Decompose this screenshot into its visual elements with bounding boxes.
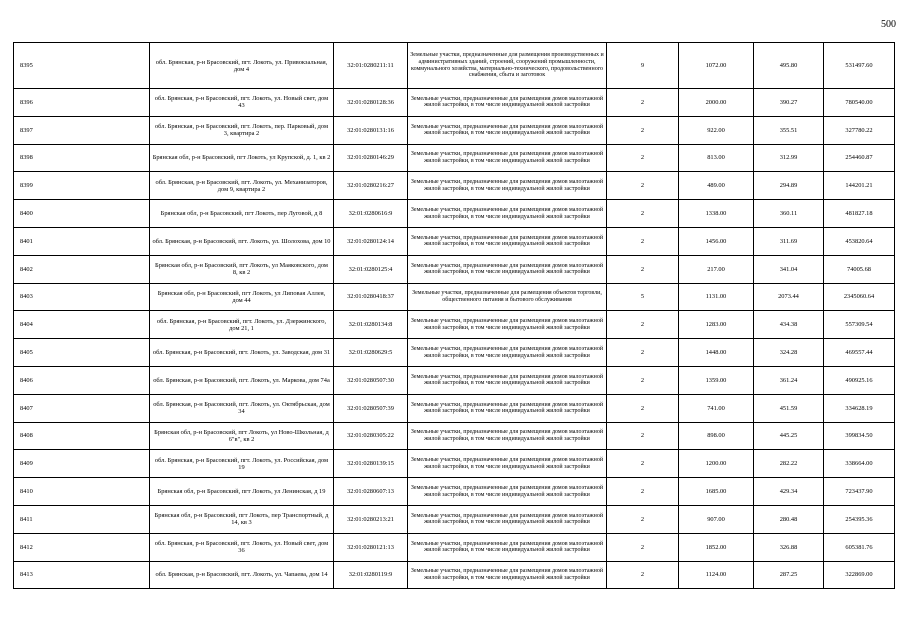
cadastral-value-cell: 399834.50 xyxy=(824,422,895,450)
area-cell: 1359.00 xyxy=(679,366,754,394)
land-use-cell: Земельные участки, предназначенные для размещения домов малоэтажной жилой застройки, в том числе индивидуальной жилой застройки xyxy=(408,422,607,450)
cadastral-number-cell: 32:01:0280121:13 xyxy=(334,533,408,561)
row-number-cell: 8397 xyxy=(14,116,150,144)
land-use-cell: Земельные участки, предназначенные для размещения домов малоэтажной жилой застройки, в том числе индивидуальной жилой застройки xyxy=(408,89,607,117)
cadastral-number-cell: 32:01:0280128:36 xyxy=(334,89,408,117)
cadastral-value-cell: 2345060.64 xyxy=(824,283,895,311)
land-use-cell: Земельные участки, предназначенные для размещения домов малоэтажной жилой застройки, в том числе индивидуальной жилой застройки xyxy=(408,200,607,228)
land-use-cell: Земельные участки, предназначенные для размещения домов малоэтажной жилой застройки, в том числе индивидуальной жилой застройки xyxy=(408,533,607,561)
address-cell: обл. Брянская, р-н Брасовский, пгт. Локоть, ул. Маркова, дом 74а xyxy=(150,366,334,394)
address-cell: Брянская обл, р-н Брасовский, пгт Локоть, ул Липовая Аллея, дом 44 xyxy=(150,283,334,311)
cadastral-value-table xyxy=(13,42,895,589)
address-cell: обл. Брянская, р-н Брасовский, пгт. Локоть, ул. Октябрьская, дом 34 xyxy=(150,394,334,422)
cadastral-number-cell: 32:01:0280418:37 xyxy=(334,283,408,311)
use-group-cell: 2 xyxy=(607,505,679,533)
row-number-cell: 8395 xyxy=(14,43,150,89)
cadastral-value-cell: 723437.90 xyxy=(824,478,895,506)
table-row xyxy=(14,172,895,200)
row-number-cell: 8406 xyxy=(14,366,150,394)
specific-value-cell: 495.80 xyxy=(754,43,824,89)
land-use-cell: Земельные участки, предназначенные для размещения домов малоэтажной жилой застройки, в том числе индивидуальной жилой застройки xyxy=(408,116,607,144)
area-cell: 741.00 xyxy=(679,394,754,422)
area-cell: 489.00 xyxy=(679,172,754,200)
land-use-cell: Земельные участки, предназначенные для размещения домов малоэтажной жилой застройки, в том числе индивидуальной жилой застройки xyxy=(408,394,607,422)
address-cell: обл. Брянская, р-н Брасовский, пгт. Локоть, ул. Новый свет, дом 43 xyxy=(150,89,334,117)
address-cell: обл. Брянская, р-н Брасовский, пгт. Локоть, пер. Парковый, дом 3, квартира 2 xyxy=(150,116,334,144)
address-cell: обл. Брянская, р-н Брасовский, пгт. Локоть, ул. Российская, дом 19 xyxy=(150,450,334,478)
address-cell: Брянская обл, р-н Брасовский, пгт Локоть, ул Ново-Школьная, д 6"в", кв 2 xyxy=(150,422,334,450)
area-cell: 1448.00 xyxy=(679,339,754,367)
address-cell: обл. Брянская, р-н Брасовский, пгт. Локоть, ул. Привокзальная, дом 4 xyxy=(150,43,334,89)
use-group-cell: 2 xyxy=(607,116,679,144)
row-number-cell: 8408 xyxy=(14,422,150,450)
specific-value-cell: 341.04 xyxy=(754,255,824,283)
cadastral-number-cell: 32:01:0280125:4 xyxy=(334,255,408,283)
land-use-cell: Земельные участки, предназначенные для размещения домов малоэтажной жилой застройки, в том числе индивидуальной жилой застройки xyxy=(408,172,607,200)
table-row xyxy=(14,227,895,255)
area-cell: 1072.00 xyxy=(679,43,754,89)
table-row xyxy=(14,283,895,311)
cadastral-value-cell: 327780.22 xyxy=(824,116,895,144)
table-row xyxy=(14,478,895,506)
table-row xyxy=(14,533,895,561)
address-cell: обл. Брянская, р-н Брасовский, пгт. Локоть, ул. Механизаторов, дом 9, квартира 2 xyxy=(150,172,334,200)
table-row xyxy=(14,366,895,394)
cadastral-value-cell: 254460.87 xyxy=(824,144,895,172)
area-cell: 2000.00 xyxy=(679,89,754,117)
specific-value-cell: 324.28 xyxy=(754,339,824,367)
cadastral-number-cell: 32:01:0280507:39 xyxy=(334,394,408,422)
row-number-cell: 8399 xyxy=(14,172,150,200)
area-cell: 1852.00 xyxy=(679,533,754,561)
specific-value-cell: 2073.44 xyxy=(754,283,824,311)
table-row xyxy=(14,89,895,117)
area-cell: 813.00 xyxy=(679,144,754,172)
table-row xyxy=(14,339,895,367)
cadastral-value-cell: 490925.16 xyxy=(824,366,895,394)
cadastral-number-cell: 32:01:0280607:13 xyxy=(334,478,408,506)
cadastral-value-cell: 605381.76 xyxy=(824,533,895,561)
cadastral-value-cell: 469557.44 xyxy=(824,339,895,367)
area-cell: 1685.00 xyxy=(679,478,754,506)
row-number-cell: 8409 xyxy=(14,450,150,478)
cadastral-number-cell: 32:01:0280616:9 xyxy=(334,200,408,228)
address-cell: Брянская обл, р-н Брасовский, пгт Локоть, ул Ленинская, д 19 xyxy=(150,478,334,506)
row-number-cell: 8407 xyxy=(14,394,150,422)
cadastral-value-cell: 254395.36 xyxy=(824,505,895,533)
cadastral-number-cell: 32:01:0280629:5 xyxy=(334,339,408,367)
land-use-cell: Земельные участки, предназначенные для размещения домов малоэтажной жилой застройки, в том числе индивидуальной жилой застройки xyxy=(408,450,607,478)
specific-value-cell: 326.88 xyxy=(754,533,824,561)
row-number-cell: 8400 xyxy=(14,200,150,228)
table-row xyxy=(14,394,895,422)
row-number-cell: 8403 xyxy=(14,283,150,311)
address-cell: Брянская обл, р-н Брасовский, пгт Локоть, ул Крупской, д. 1, кв 2 xyxy=(150,144,334,172)
row-number-cell: 8412 xyxy=(14,533,150,561)
specific-value-cell: 287.25 xyxy=(754,561,824,589)
cadastral-value-cell: 74005.68 xyxy=(824,255,895,283)
address-cell: Брянская обл, р-н Брасовский, пгт Локоть, ул Маяковского, дом 8, кв 2 xyxy=(150,255,334,283)
row-number-cell: 8405 xyxy=(14,339,150,367)
area-cell: 907.00 xyxy=(679,505,754,533)
row-number-cell: 8402 xyxy=(14,255,150,283)
specific-value-cell: 434.38 xyxy=(754,311,824,339)
cadastral-value-cell: 334628.19 xyxy=(824,394,895,422)
land-use-cell: Земельные участки, предназначенные для размещения домов малоэтажной жилой застройки, в том числе индивидуальной жилой застройки xyxy=(408,478,607,506)
cadastral-value-cell: 453820.64 xyxy=(824,227,895,255)
specific-value-cell: 311.69 xyxy=(754,227,824,255)
address-cell: обл. Брянская, р-н Брасовский, пгт. Локоть, ул. Новый свет, дом 36 xyxy=(150,533,334,561)
cadastral-value-cell: 481827.18 xyxy=(824,200,895,228)
specific-value-cell: 280.48 xyxy=(754,505,824,533)
row-number-cell: 8413 xyxy=(14,561,150,589)
cadastral-number-cell: 32:01:0280131:16 xyxy=(334,116,408,144)
specific-value-cell: 360.11 xyxy=(754,200,824,228)
cadastral-number-cell: 32:01:0280119:9 xyxy=(334,561,408,589)
use-group-cell: 2 xyxy=(607,561,679,589)
cadastral-number-cell: 32:01:0280211:11 xyxy=(334,43,408,89)
address-cell: Брянская обл, р-н Брасовский, пгт Локоть, пер Транспортный, д 14, кв 3 xyxy=(150,505,334,533)
land-use-cell: Земельные участки, предназначенные для размещения домов малоэтажной жилой застройки, в том числе индивидуальной жилой застройки xyxy=(408,366,607,394)
address-cell: обл. Брянская, р-н Брасовский, пгт. Локоть, ул. Заводская, дом 31 xyxy=(150,339,334,367)
land-use-cell: Земельные участки, предназначенные для размещения домов малоэтажной жилой застройки, в том числе индивидуальной жилой застройки xyxy=(408,505,607,533)
cadastral-value-cell: 557309.54 xyxy=(824,311,895,339)
row-number-cell: 8396 xyxy=(14,89,150,117)
land-use-cell: Земельные участки, предназначенные для размещения домов малоэтажной жилой застройки, в том числе индивидуальной жилой застройки xyxy=(408,339,607,367)
cadastral-number-cell: 32:01:0280305:22 xyxy=(334,422,408,450)
address-cell: Брянская обл, р-н Брасовский, пгт Локоть, пер Луговой, д 8 xyxy=(150,200,334,228)
cadastral-value-cell: 144201.21 xyxy=(824,172,895,200)
area-cell: 922.00 xyxy=(679,116,754,144)
table-row xyxy=(14,450,895,478)
table-row xyxy=(14,422,895,450)
land-use-cell: Земельные участки, предназначенные для размещения объектов торговли, общественного питания и бытового обслуживания xyxy=(408,283,607,311)
table-row xyxy=(14,255,895,283)
address-cell: обл. Брянская, р-н Брасовский, пгт. Локоть, ул. Чапаева, дом 14 xyxy=(150,561,334,589)
area-cell: 1456.00 xyxy=(679,227,754,255)
use-group-cell: 2 xyxy=(607,89,679,117)
use-group-cell: 5 xyxy=(607,283,679,311)
specific-value-cell: 282.22 xyxy=(754,450,824,478)
area-cell: 1131.00 xyxy=(679,283,754,311)
use-group-cell: 2 xyxy=(607,478,679,506)
specific-value-cell: 294.89 xyxy=(754,172,824,200)
area-cell: 1338.00 xyxy=(679,200,754,228)
land-use-cell: Земельные участки, предназначенные для размещения производственных и административных зданий, строений, сооружений промышленности, коммунального хозяйства, материально-технического, продовольственного снабжения, сбыта и заготовок xyxy=(408,43,607,89)
cadastral-value-cell: 338664.00 xyxy=(824,450,895,478)
table-row xyxy=(14,561,895,589)
use-group-cell: 9 xyxy=(607,43,679,89)
row-number-cell: 8398 xyxy=(14,144,150,172)
cadastral-number-cell: 32:01:0280213:21 xyxy=(334,505,408,533)
page-number: 500 xyxy=(881,19,896,30)
use-group-cell: 2 xyxy=(607,339,679,367)
specific-value-cell: 390.27 xyxy=(754,89,824,117)
row-number-cell: 8411 xyxy=(14,505,150,533)
use-group-cell: 2 xyxy=(607,255,679,283)
use-group-cell: 2 xyxy=(607,200,679,228)
land-use-cell: Земельные участки, предназначенные для размещения домов малоэтажной жилой застройки, в том числе индивидуальной жилой застройки xyxy=(408,255,607,283)
table-row xyxy=(14,43,895,89)
cadastral-value-cell: 531497.60 xyxy=(824,43,895,89)
table-row xyxy=(14,144,895,172)
area-cell: 898.00 xyxy=(679,422,754,450)
address-cell: обл. Брянская, р-н Брасовский, пгт. Локоть, ул. Шолохова, дом 10 xyxy=(150,227,334,255)
use-group-cell: 2 xyxy=(607,144,679,172)
land-use-cell: Земельные участки, предназначенные для размещения домов малоэтажной жилой застройки, в том числе индивидуальной жилой застройки xyxy=(408,227,607,255)
specific-value-cell: 355.51 xyxy=(754,116,824,144)
cadastral-number-cell: 32:01:0280507:30 xyxy=(334,366,408,394)
specific-value-cell: 451.59 xyxy=(754,394,824,422)
use-group-cell: 2 xyxy=(607,227,679,255)
cadastral-value-cell: 322869.00 xyxy=(824,561,895,589)
use-group-cell: 2 xyxy=(607,172,679,200)
area-cell: 1124.00 xyxy=(679,561,754,589)
area-cell: 1200.00 xyxy=(679,450,754,478)
table-row xyxy=(14,200,895,228)
cadastral-number-cell: 32:01:0280139:15 xyxy=(334,450,408,478)
cadastral-number-cell: 32:01:0280134:8 xyxy=(334,311,408,339)
use-group-cell: 2 xyxy=(607,311,679,339)
use-group-cell: 2 xyxy=(607,366,679,394)
address-cell: обл. Брянская, р-н Брасовский, пгт. Локоть, ул. Дзержинского, дом 21, 1 xyxy=(150,311,334,339)
row-number-cell: 8410 xyxy=(14,478,150,506)
table-row xyxy=(14,116,895,144)
row-number-cell: 8401 xyxy=(14,227,150,255)
cadastral-number-cell: 32:01:0280124:14 xyxy=(334,227,408,255)
table-row xyxy=(14,311,895,339)
use-group-cell: 2 xyxy=(607,533,679,561)
cadastral-value-cell: 780540.00 xyxy=(824,89,895,117)
specific-value-cell: 361.24 xyxy=(754,366,824,394)
use-group-cell: 2 xyxy=(607,394,679,422)
land-use-cell: Земельные участки, предназначенные для размещения домов малоэтажной жилой застройки, в том числе индивидуальной жилой застройки xyxy=(408,311,607,339)
specific-value-cell: 312.99 xyxy=(754,144,824,172)
area-cell: 1283.00 xyxy=(679,311,754,339)
row-number-cell: 8404 xyxy=(14,311,150,339)
table-row xyxy=(14,505,895,533)
cadastral-number-cell: 32:01:0280146:29 xyxy=(334,144,408,172)
land-use-cell: Земельные участки, предназначенные для размещения домов малоэтажной жилой застройки, в том числе индивидуальной жилой застройки xyxy=(408,561,607,589)
land-use-cell: Земельные участки, предназначенные для размещения домов малоэтажной жилой застройки, в том числе индивидуальной жилой застройки xyxy=(408,144,607,172)
use-group-cell: 2 xyxy=(607,422,679,450)
specific-value-cell: 445.25 xyxy=(754,422,824,450)
specific-value-cell: 429.34 xyxy=(754,478,824,506)
use-group-cell: 2 xyxy=(607,450,679,478)
area-cell: 217.00 xyxy=(679,255,754,283)
cadastral-number-cell: 32:01:0280216:27 xyxy=(334,172,408,200)
